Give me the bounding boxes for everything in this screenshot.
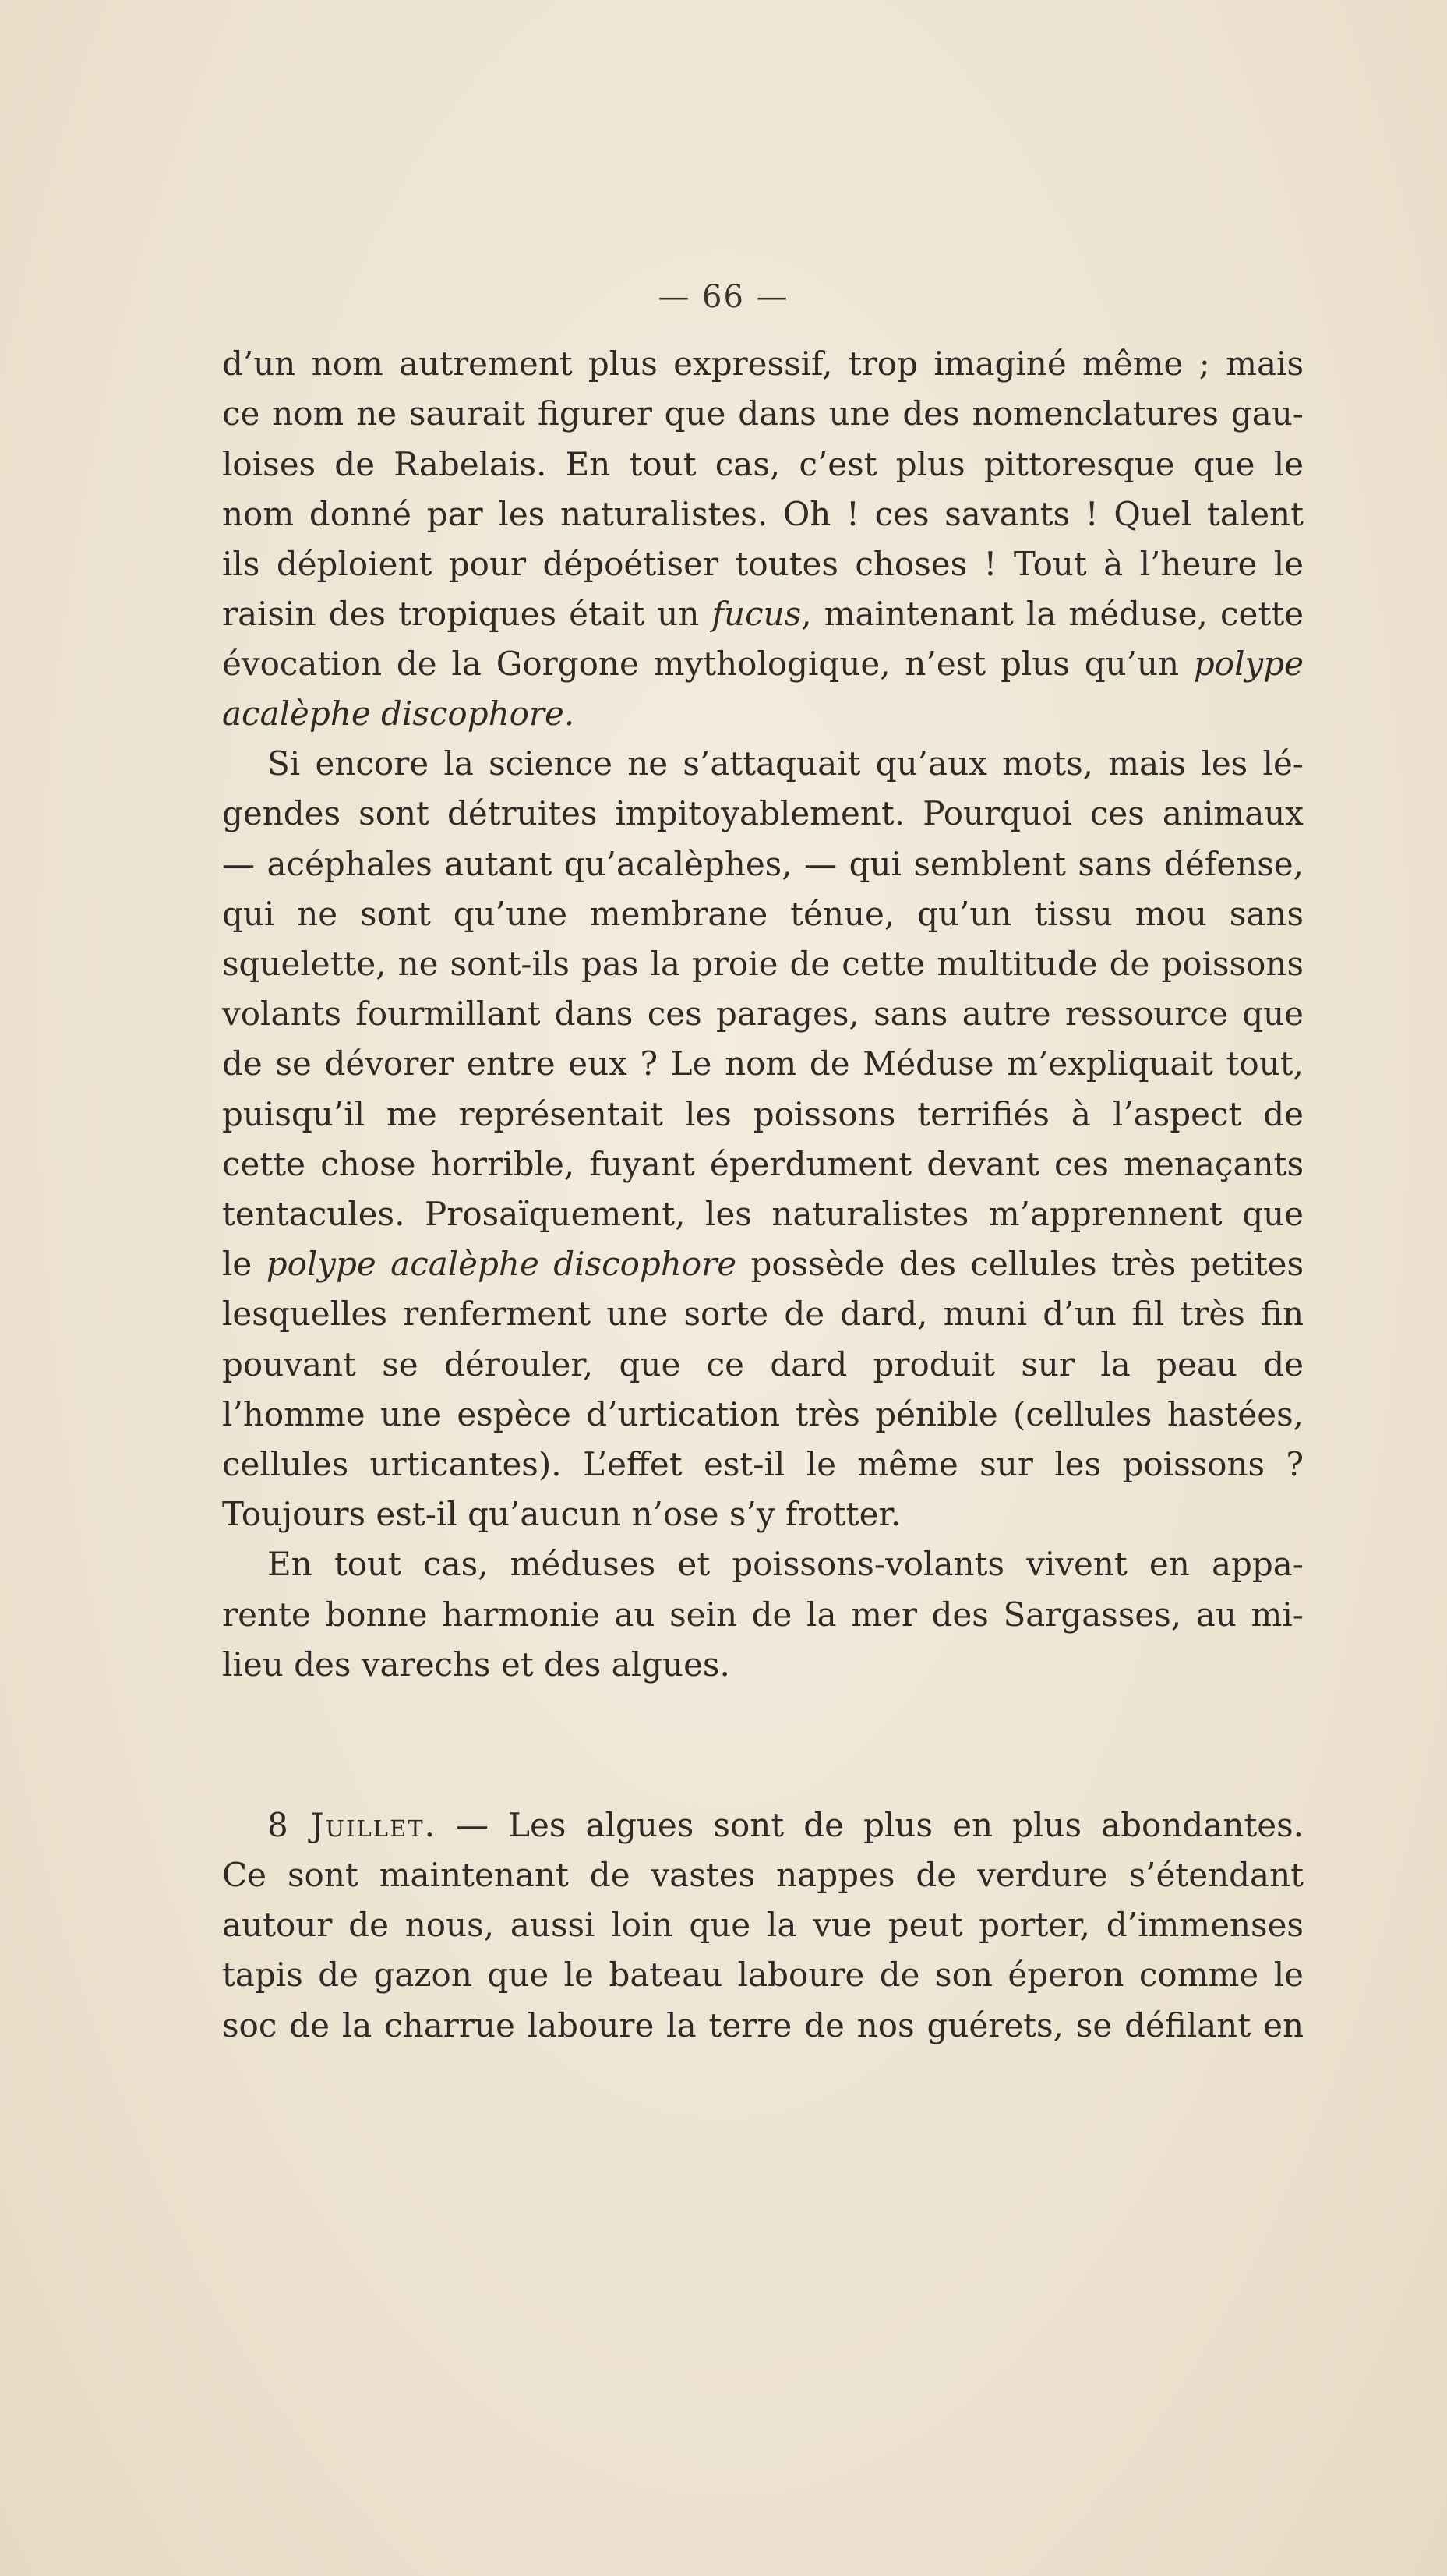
text-line: puisqu’il me représentait les poissons terrifiés à l’aspect de (222, 1095, 1304, 1133)
text-line: l’homme une espèce d’urtication très pénible (cellules hastées, (222, 1395, 1304, 1433)
text-line: rente bonne harmonie au sein de la mer des Sargasses, au mi- (222, 1595, 1304, 1634)
text-line: pouvant se dérouler, que ce dard produit sur la peau de (222, 1345, 1304, 1383)
text-line: raisin des tropiques était un fucus, maintenant la méduse, cette (222, 595, 1304, 633)
text-line: cellules urticantes). L’effet est-il le même sur les poissons ? (222, 1445, 1304, 1483)
page-number: — 66 — (658, 279, 789, 315)
text-line: ce nom ne saurait figurer que dans une des nomenclatures gau- (222, 394, 1304, 433)
text-line: loises de Rabelais. En tout cas, c’est plus pittoresque que le (222, 445, 1304, 483)
text-line: Si encore la science ne s’attaquait qu’aux mots, mais les lé- (267, 744, 1304, 783)
text-line: squelette, ne sont-ils pas la proie de cette multitude de poissons (222, 945, 1304, 983)
text-line: qui ne sont qu’une membrane ténue, qu’un tissu mou sans (222, 895, 1304, 933)
italic-term: polype (1193, 645, 1304, 683)
text-line: autour de nous, aussi loin que la vue peut porter, d’immenses (222, 1906, 1304, 1944)
text-line: lieu des varechs et des algues. (222, 1645, 730, 1684)
text-line: 8 Juillet. — Les algues sont de plus en plus abondantes. (267, 1806, 1304, 1844)
text-line: Ce sont maintenant de vastes nappes de verdure s’étendant (222, 1856, 1304, 1894)
italic-term: fucus (711, 595, 802, 633)
text-line: tentacules. Prosaïquement, les naturalistes m’apprennent que (222, 1195, 1304, 1233)
text-line: Toujours est-il qu’aucun n’ose s’y frotter. (222, 1495, 902, 1533)
text-line: acalèphe discophore. (222, 694, 575, 733)
text-line: — acéphales autant qu’acalèphes, — qui semblent sans défense, (222, 845, 1304, 883)
text-line: évocation de la Gorgone mythologique, n’est plus qu’un polype (222, 645, 1304, 683)
text-line: nom donné par les naturalistes. Oh ! ces savants ! Quel talent (222, 495, 1304, 533)
text-line: lesquelles renferment une sorte de dard, muni d’un fil très fin (222, 1295, 1304, 1333)
text-line: ils déploient pour dépoétiser toutes choses ! Tout à l’heure le (222, 545, 1304, 583)
text-line: cette chose horrible, fuyant éperdument devant ces menaçants (222, 1145, 1304, 1183)
italic-term: polype acalèphe discophore (266, 1245, 737, 1283)
text-line: tapis de gazon que le bateau laboure de son éperon comme le (222, 1956, 1304, 1994)
text-line: soc de la charrue laboure la terre de nos guérets, se défilant en (222, 2006, 1304, 2044)
date-heading: 8 Juillet. (267, 1806, 436, 1844)
text-line: le polype acalèphe discophore possède des cellules très petites (222, 1245, 1304, 1283)
text-line: de se dévorer entre eux ? Le nom de Méduse m’expliquait tout, (222, 1044, 1304, 1083)
text-line: volants fourmillant dans ces parages, sans autre ressource que (222, 995, 1304, 1033)
text-line: gendes sont détruites impitoyablement. Pourquoi ces animaux (222, 794, 1304, 832)
text-line: d’un nom autrement plus expressif, trop imaginé même ; mais (222, 345, 1304, 383)
text-line: En tout cas, méduses et poissons-volants vivent en appa- (267, 1545, 1304, 1583)
